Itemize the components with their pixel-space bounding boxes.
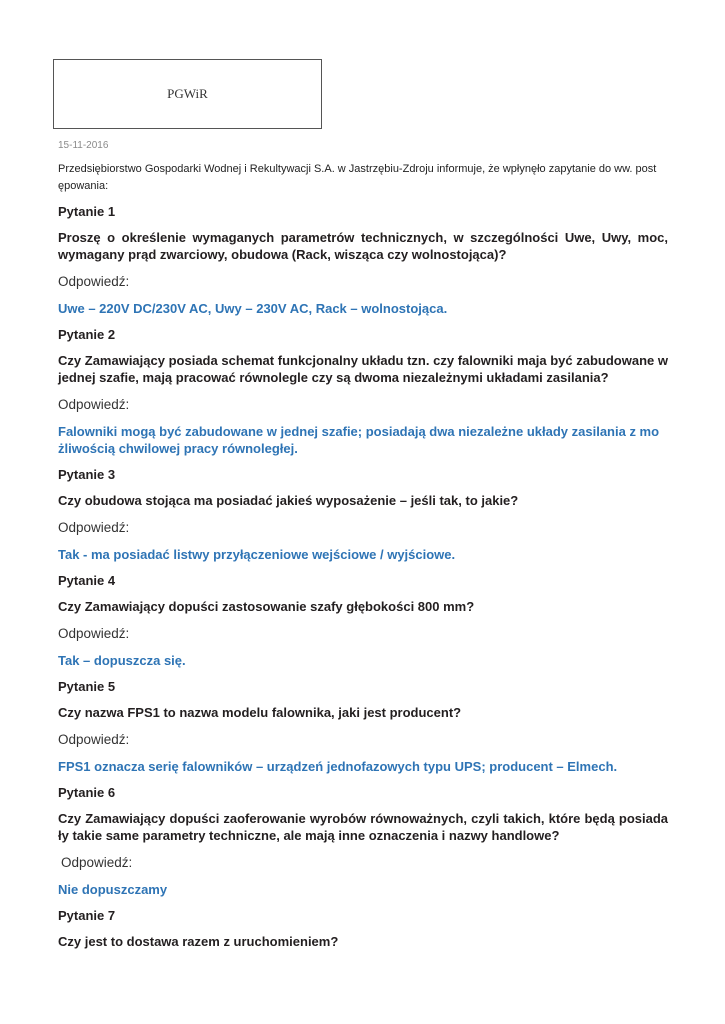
question-3-text: Czy obudowa stojąca ma posiadać jakieś wyposażenie – jeśli tak, to jakie? — [58, 493, 519, 508]
answer-3-text: Tak - ma posiadać listwy przyłączeniowe wejściowe / wyjściowe. — [58, 547, 456, 562]
answer-3-label: Odpowiedź: — [58, 520, 130, 535]
answer-2-label: Odpowiedź: — [58, 397, 130, 412]
question-6-text: Czy Zamawiający dopuści zaoferowanie wyrobów równoważnych, czyli takich, które będą posiada ły takie same parametry techniczne, ale mają inne oznaczenia i nazwy handlowe? — [58, 811, 668, 843]
document-body — [58, 140, 668, 960]
answer-5-label: Odpowiedź: — [58, 732, 130, 747]
answer-1-text: Uwe – 220V DC/230V AC, Uwy – 230V AC, Rack – wolnostojąca. — [58, 301, 448, 316]
answer-6-label: Odpowiedź: — [61, 855, 133, 870]
logo-box — [53, 59, 322, 129]
question-3-title: Pytanie 3 — [58, 467, 116, 482]
answer-1-label: Odpowiedź: — [58, 274, 130, 289]
question-7-text: Czy jest to dostawa razem z uruchomieniem? — [58, 934, 339, 949]
question-1-title: Pytanie 1 — [58, 204, 116, 219]
document-date: 15-11-2016 — [58, 140, 109, 151]
question-6-title: Pytanie 6 — [58, 785, 116, 800]
question-7-title: Pytanie 7 — [58, 908, 116, 923]
question-4-text: Czy Zamawiający dopuści zastosowanie szafy głębokości 800 mm? — [58, 599, 475, 614]
answer-4-label: Odpowiedź: — [58, 626, 130, 641]
question-5-text: Czy nazwa FPS1 to nazwa modelu falownika, jaki jest producent? — [58, 705, 462, 720]
logo-text: PGWiR — [167, 86, 208, 101]
question-1-text: Proszę o określenie wymaganych parametrów technicznych, w szczególności Uwe, Uwy, moc, wymagany prąd zwarciowy, obudowa (Rack, wisząca czy wolnostojąca)? — [58, 230, 668, 262]
answer-2-text: Falowniki mogą być zabudowane w jednej szafie; posiadają dwa niezależne układy zasilania z mo żliwością chwilowej pracy równoległej. — [58, 424, 660, 456]
intro-paragraph: Przedsiębiorstwo Gospodarki Wodnej i Rekultywacji S.A. w Jastrzębiu-Zdroju informuje, że wpłynęło zapytanie do ww. post ępowania: — [58, 163, 657, 192]
answer-6-text: Nie dopuszczamy — [58, 882, 168, 897]
answer-5-text: FPS1 oznacza serię falowników – urządzeń jednofazowych typu UPS; producent – Elmech. — [58, 759, 618, 774]
question-2-text: Czy Zamawiający posiada schemat funkcjonalny układu tzn. czy falowniki maja być zabudowane w jednej szafie, mają pracować równolegle czy są dwoma niezależnymi układami zasilania? — [58, 353, 668, 385]
question-2-title: Pytanie 2 — [58, 327, 116, 342]
question-5-title: Pytanie 5 — [58, 679, 116, 694]
answer-4-text: Tak – dopuszcza się. — [58, 653, 186, 668]
question-4-title: Pytanie 4 — [58, 573, 116, 588]
